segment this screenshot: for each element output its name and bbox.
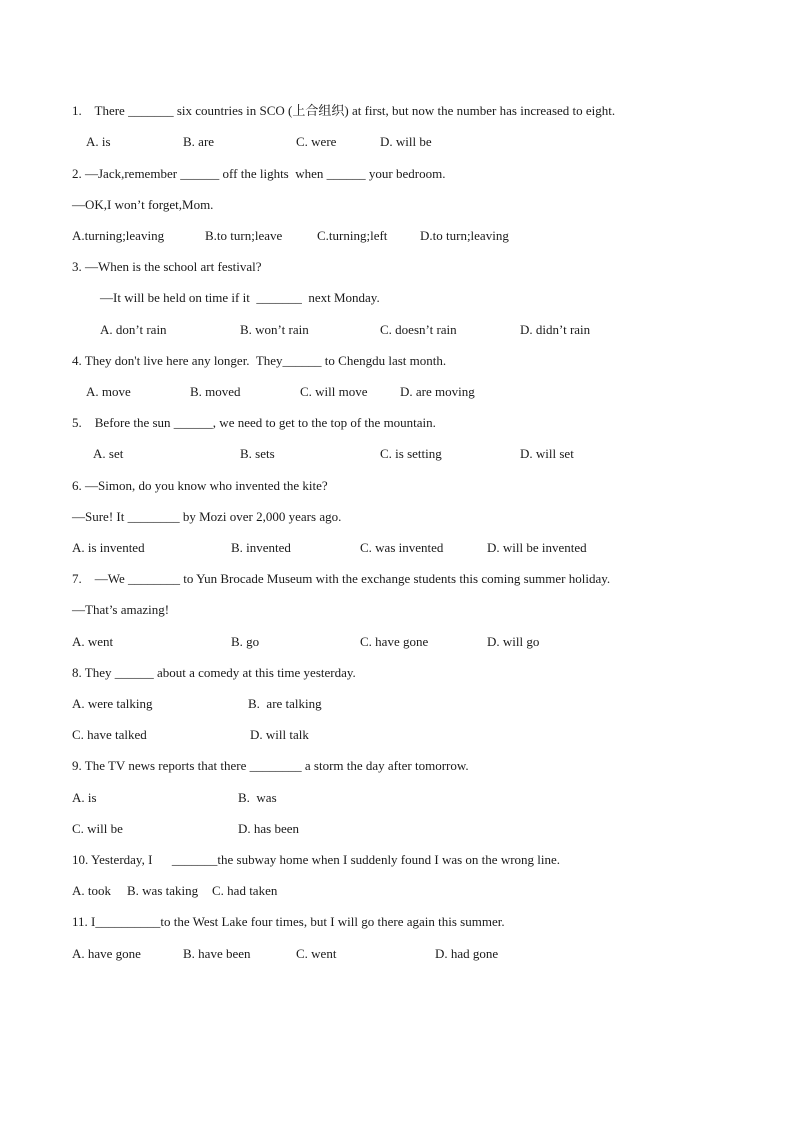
- q7-option-c: C. have gone: [360, 634, 429, 649]
- q7-option-b: B. go: [231, 634, 260, 649]
- q1-option-c: C. were: [296, 134, 337, 149]
- q1-option-b: B. are: [183, 134, 215, 149]
- q3-option-c: C. doesn’t rain: [380, 322, 457, 337]
- q9-option-d: D. has been: [238, 821, 300, 836]
- q11-option-a: A. have gone: [72, 946, 141, 961]
- q3-option-d: D. didn’t rain: [520, 322, 591, 337]
- q9-option-a: A. is: [72, 790, 97, 805]
- q6-option-c: C. was invented: [360, 540, 444, 555]
- question-5-stem: 5. Before the sun ______, we need to get to the top of the mountain.: [72, 415, 436, 430]
- q10-option-c: C. had taken: [212, 883, 278, 898]
- q10-option-b: B. was taking: [127, 883, 199, 898]
- q2-option-b: B.to turn;leave: [205, 228, 283, 243]
- question-11-stem: 11. I__________to the West Lake four times, but I will go there again this summer.: [72, 914, 505, 929]
- q2-option-a: A.turning;leaving: [72, 228, 165, 243]
- q4-option-c: C. will move: [300, 384, 368, 399]
- q3-option-a: A. don’t rain: [100, 322, 167, 337]
- q2-option-d: D.to turn;leaving: [420, 228, 509, 243]
- q9-option-c: C. will be: [72, 821, 123, 836]
- q2-option-c: C.turning;left: [317, 228, 388, 243]
- q8-option-b: B. are talking: [248, 696, 322, 711]
- question-8-stem: 8. They ______ about a comedy at this time yesterday.: [72, 665, 356, 680]
- question-7-stem: 7. —We ________ to Yun Brocade Museum with the exchange students this coming summer holiday.: [72, 571, 611, 586]
- question-2-stem: 2. —Jack,remember ______ off the lights when ______ your bedroom.: [72, 166, 446, 181]
- q6-option-a: A. is invented: [72, 540, 145, 555]
- question-3-reply: —It will be held on time if it _______ next Monday.: [100, 290, 380, 305]
- q5-option-c: C. is setting: [380, 446, 442, 461]
- q4-option-a: A. move: [86, 384, 131, 399]
- question-6-reply: —Sure! It ________ by Mozi over 2,000 years ago.: [72, 509, 342, 524]
- q3-option-b: B. won’t rain: [240, 322, 309, 337]
- q5-option-d: D. will set: [520, 446, 574, 461]
- q9-option-b: B. was: [238, 790, 277, 805]
- q11-option-c: C. went: [296, 946, 337, 961]
- q10-option-a: A. took: [72, 883, 111, 898]
- question-4-stem: 4. They don't live here any longer. They______ to Chengdu last month.: [72, 353, 447, 368]
- q7-option-d: D. will go: [487, 634, 540, 649]
- q8-option-d: D. will talk: [250, 727, 309, 742]
- question-6-stem: 6. —Simon, do you know who invented the kite?: [72, 478, 328, 493]
- q8-option-c: C. have talked: [72, 727, 147, 742]
- q4-option-d: D. are moving: [400, 384, 475, 399]
- q4-option-b: B. moved: [190, 384, 241, 399]
- question-3-stem: 3. —When is the school art festival?: [72, 259, 262, 274]
- q1-option-a: A. is: [86, 134, 111, 149]
- q8-option-a: A. were talking: [72, 696, 153, 711]
- question-1-stem: 1. There _______ six countries in SCO (上合组织) at first, but now the number has increased to eight.: [72, 103, 616, 118]
- q7-option-a: A. went: [72, 634, 114, 649]
- q6-option-d: D. will be invented: [487, 540, 587, 555]
- q1-option-d: D. will be: [380, 134, 432, 149]
- question-2-reply: —OK,I won’t forget,Mom.: [72, 197, 214, 212]
- q11-option-d: D. had gone: [435, 946, 499, 961]
- q5-option-a: A. set: [93, 446, 124, 461]
- question-10-stem: 10. Yesterday, I _______the subway home when I suddenly found I was on the wrong line.: [72, 852, 561, 867]
- q6-option-b: B. invented: [231, 540, 291, 555]
- q5-option-b: B. sets: [240, 446, 275, 461]
- question-9-stem: 9. The TV news reports that there ________ a storm the day after tomorrow.: [72, 758, 469, 773]
- q11-option-b: B. have been: [183, 946, 251, 961]
- question-7-reply: —That’s amazing!: [72, 602, 170, 617]
